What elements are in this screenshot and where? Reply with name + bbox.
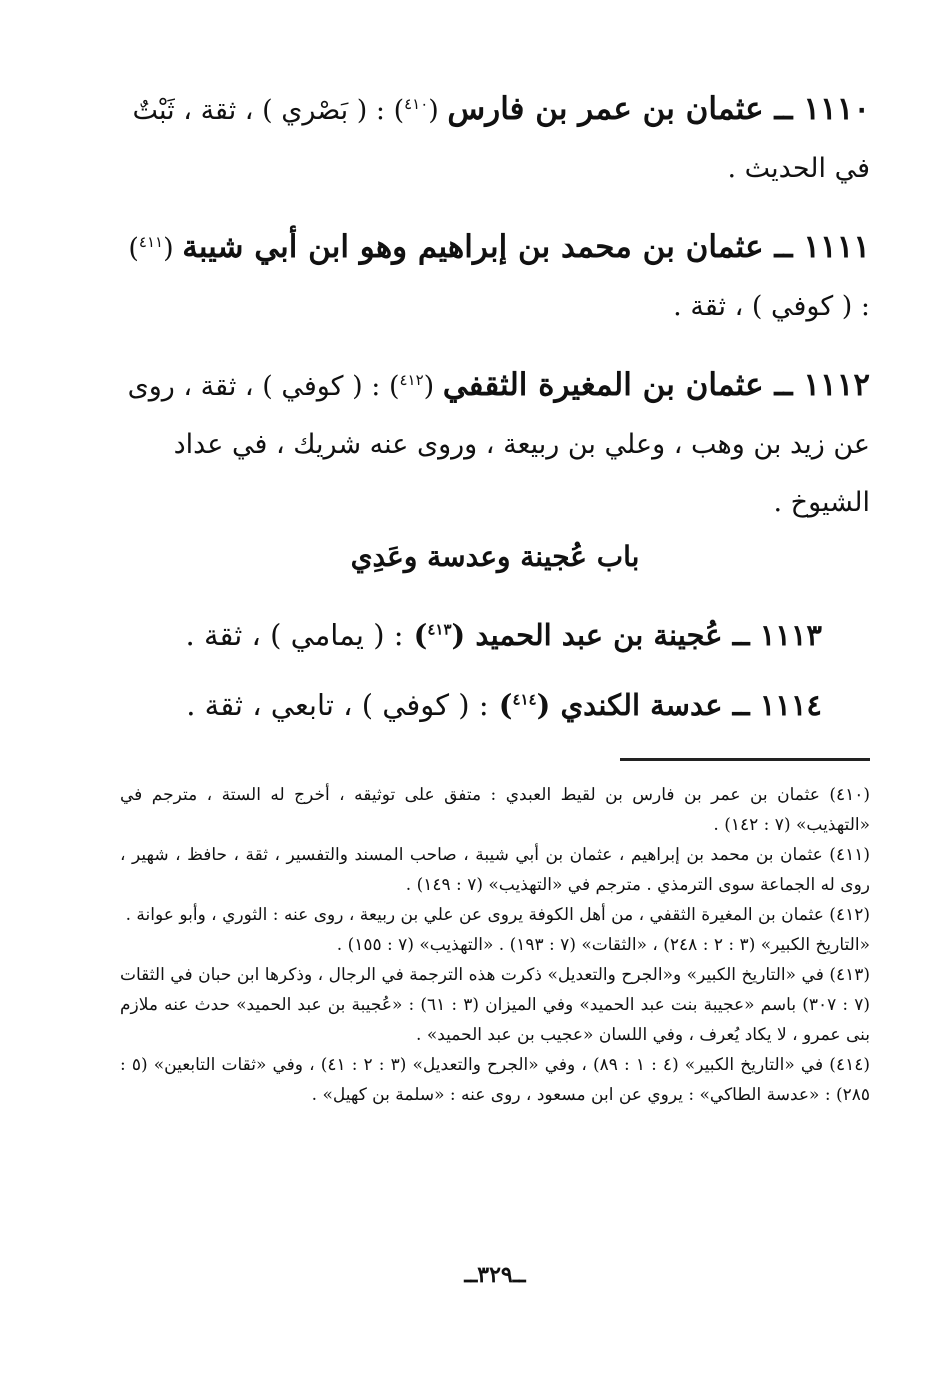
entry-body: : ( كوفي ) ، تابعي ، ثقة .: [186, 688, 489, 722]
footnote-412-sources: «التاريخ الكبير» (٣ : ٢ : ٢٤٨) ، «الثقات» (٧ : ١٩٣) . «التهذيب» (٧ : ١٥٥) .: [336, 935, 870, 955]
entry-body: : ( بَصْري ) ، ثقة ، ثَبْتٌ في الحديث .: [132, 95, 870, 184]
footnote-411: (٤١١) عثمان بن محمد بن إبراهيم ، عثمان بن أبي شيبة ، صاحب المسند والتفسير ، ثقة ، حافظ ، شهير ، روى له الجماعة سوى الترمذي . مترجم في «التهذيب» (٧ : ١٤٩) .: [120, 845, 870, 895]
entry-head: ١١١٣ ــ عُجينة بن عبد الحميد: [475, 618, 822, 652]
entry-head: ١١١٢ ــ عثمان بن المغيرة الثقفي: [442, 367, 870, 403]
ref-close: ): [393, 95, 405, 126]
ref-open: (: [423, 371, 435, 402]
entry-1111: [120, 218, 870, 336]
footnotes: [120, 780, 870, 1110]
entry-head: ١١١١ ــ عثمان بن محمد بن إبراهيم وهو ابن أبي شيبة: [182, 229, 870, 265]
entry-body: : ( كوفي ) ، ثقة ، روى عن زيد بن وهب ، وعلي بن ربيعة ، وروى عنه شريك ، في عداد الشيوخ .: [127, 371, 870, 518]
footnote-412: (٤١٢) عثمان بن المغيرة الثقفي ، من أهل الكوفة يروى عن علي بن ربيعة ، روى عنه : الثوري ، وأبو عوانة .: [125, 905, 870, 925]
footnote-ref: ٤١١: [138, 233, 164, 251]
entry-1110: [120, 80, 870, 198]
ref-open: (: [451, 618, 466, 652]
footnote-separator: [620, 758, 870, 761]
footnote-ref: ٤١٠: [404, 95, 429, 113]
footnote-410: (٤١٠) عثمان بن عمر بن فارس بن لقيط العبدي : متفق على توثيقه ، أخرج له الستة ، مترجم في «التهذيب» (٧ : ١٤٢) .: [120, 785, 870, 835]
ref-open: (: [536, 688, 551, 722]
chapter-title: باب عُجينة وعدسة وعَدِي: [350, 540, 640, 573]
footnote-414: (٤١٤) في «التاريخ الكبير» (٤ : ١ : ٨٩) ، وفي «الجرح والتعديل» (٣ : ٢ : ٤١) ، وفي «ثقات التابعين» (٥ : ٢٨٥) : «عدسة الطاكي» : يروي عن ابن مسعود ، روى عنه : «سلمة بن كهيل» .: [120, 1055, 870, 1105]
entry-1113: [120, 615, 822, 655]
document-page: [120, 80, 870, 1370]
ref-close: ): [413, 618, 428, 652]
ref-open: (: [163, 233, 174, 264]
footnote-ref: ٤١٤: [512, 690, 537, 709]
entry-1112: [120, 356, 870, 532]
ref-close: ): [498, 688, 513, 722]
entry-head: ١١١٤ ــ عدسة الكندي: [560, 688, 822, 722]
footnote-ref: ٤١٣: [427, 620, 452, 639]
ref-close: ): [128, 233, 139, 264]
ref-open: (: [428, 95, 439, 126]
entry-1114: [120, 685, 822, 725]
entry-head: ١١١٠ ــ عثمان بن عمر بن فارس: [447, 91, 870, 127]
entry-body: : ( كوفي ) ، ثقة .: [673, 291, 870, 322]
page-number: ــ٣٢٩ــ: [464, 1262, 526, 1288]
entry-body: : ( يمامي ) ، ثقة .: [185, 618, 404, 652]
ref-close: ): [388, 371, 400, 402]
footnote-413: (٤١٣) في «التاريخ الكبير» و«الجرح والتعديل» ذكرت هذه الترجمة في الرجال ، وذكرها ابن حبان في الثقات (٧ : ٣٠٧) باسم «عجيبة بنت عبد الحميد» وفي الميزان (٣ : ٦١) : «عُجيبة بن عبد الحميد» حدث عنه ملازم بنى عمرو ، لا يكاد يُعرف ، وفي اللسان «عجيب بن عبد الحميد» .: [120, 965, 870, 1045]
footnote-ref: ٤١٢: [399, 371, 424, 389]
